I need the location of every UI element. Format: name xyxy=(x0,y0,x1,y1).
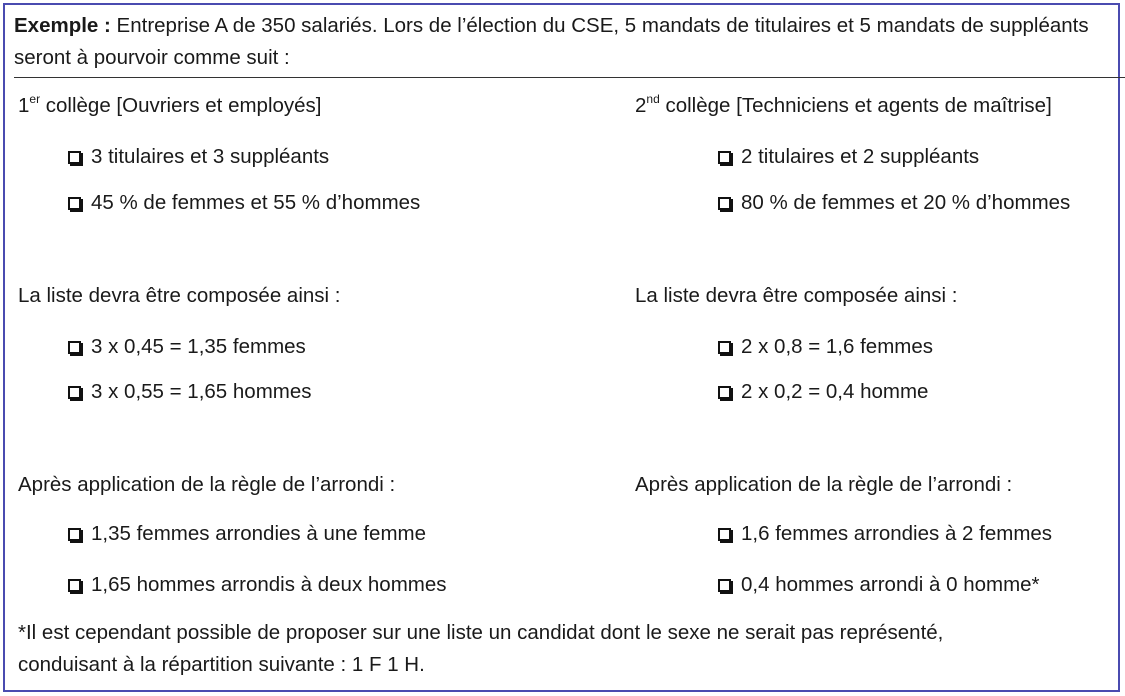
college-1-name: collège [Ouvriers et employés] xyxy=(40,94,322,117)
item-text: 45 % de femmes et 55 % d’hommes xyxy=(91,191,421,214)
item-text: 1,65 hommes arrondis à deux hommes xyxy=(91,573,447,596)
footnote-line-2: conduisant à la répartition suivante : 1 F 1 H. xyxy=(18,653,425,676)
checklist-item xyxy=(718,380,928,404)
item-text: 2 x 0,2 = 0,4 homme xyxy=(741,380,929,403)
item-text: 2 titulaires et 2 suppléants xyxy=(741,145,980,168)
example-header xyxy=(14,10,1114,74)
checklist-item xyxy=(68,573,447,597)
checklist-item xyxy=(718,145,979,169)
college-2-name: collège [Techniciens et agents de maîtrise] xyxy=(659,94,1052,117)
item-text: 1,6 femmes arrondies à 2 femmes xyxy=(741,522,1053,545)
checklist-item xyxy=(718,573,1040,597)
item-text: 1,35 femmes arrondies à une femme xyxy=(91,522,426,545)
college-2-number: 2 xyxy=(635,94,647,117)
college-1-round-heading: Après application de la règle de l’arrondi : xyxy=(18,473,396,496)
college-1-title xyxy=(18,94,322,118)
checkbox-icon xyxy=(718,151,731,164)
checklist-item xyxy=(68,191,420,215)
college-1-number: 1 xyxy=(18,94,30,117)
checkbox-icon xyxy=(68,341,81,354)
footnote xyxy=(18,617,1113,681)
checklist-item xyxy=(68,522,426,546)
checklist-item xyxy=(68,145,329,169)
checklist-item xyxy=(68,335,306,359)
footnote-line-1: *Il est cependant possible de proposer sur une liste un candidat dont le sexe ne serait pas représenté, xyxy=(18,621,944,644)
checklist-item xyxy=(718,191,1070,215)
checkbox-icon xyxy=(718,341,731,354)
checkbox-icon xyxy=(68,528,81,541)
checkbox-icon xyxy=(68,197,81,210)
checkbox-icon xyxy=(718,579,731,592)
college-2-title xyxy=(635,94,1052,118)
college-2-list-heading: La liste devra être composée ainsi : xyxy=(635,284,958,307)
checklist-item xyxy=(718,522,1052,546)
checkbox-icon xyxy=(718,528,731,541)
college-1-ordinal: er xyxy=(29,92,41,106)
checkbox-icon xyxy=(718,386,731,399)
item-text: 3 titulaires et 3 suppléants xyxy=(91,145,330,168)
item-text: 0,4 hommes arrondi à 0 homme* xyxy=(741,573,1040,596)
item-text: 2 x 0,8 = 1,6 femmes xyxy=(741,335,933,358)
college-1-list-heading: La liste devra être composée ainsi : xyxy=(18,284,341,307)
item-text: 80 % de femmes et 20 % d’hommes xyxy=(741,191,1071,214)
example-label: Exemple : xyxy=(14,14,111,37)
item-text: 3 x 0,45 = 1,35 femmes xyxy=(91,335,306,358)
checkbox-icon xyxy=(68,386,81,399)
college-2-ordinal: nd xyxy=(646,92,660,106)
item-text: 3 x 0,55 = 1,65 hommes xyxy=(91,380,312,403)
example-text: Entreprise A de 350 salariés. Lors de l’élection du CSE, 5 mandats de titulaires et 5 mandats de suppléants seront à pourvoir comme suit : xyxy=(14,14,1089,69)
header-divider xyxy=(14,77,1125,78)
checkbox-icon xyxy=(718,197,731,210)
college-2-round-heading: Après application de la règle de l’arrondi : xyxy=(635,473,1013,496)
checkbox-icon xyxy=(68,579,81,592)
checkbox-icon xyxy=(68,151,81,164)
checklist-item xyxy=(718,335,933,359)
checklist-item xyxy=(68,380,312,404)
